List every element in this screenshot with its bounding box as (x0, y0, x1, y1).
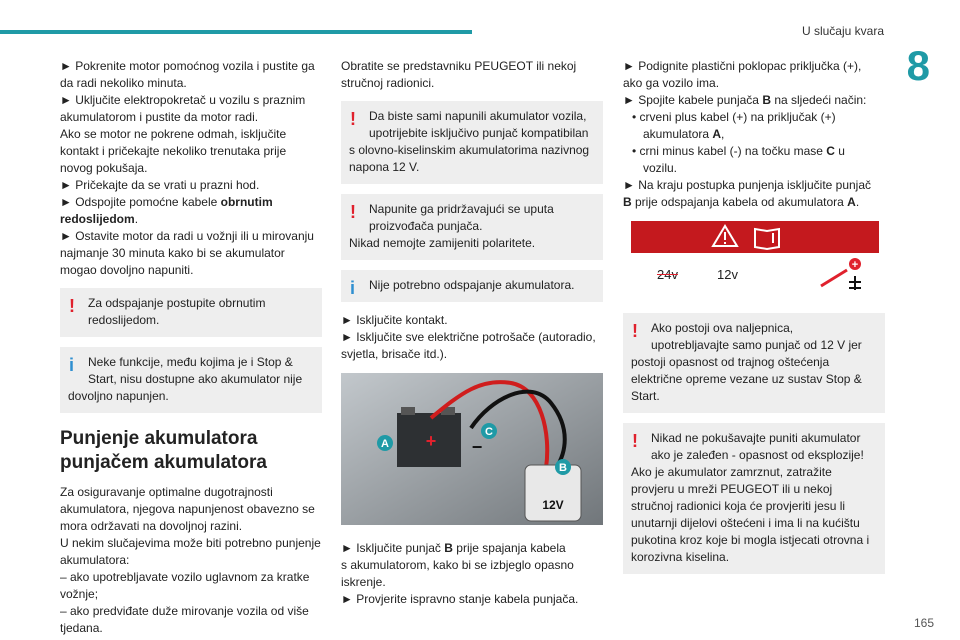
warning-icon: ! (632, 321, 638, 341)
svg-text:B: B (559, 462, 567, 474)
section-title: U slučaju kvara (801, 24, 884, 38)
charger-paragraph: ► Isključite punjač B prije spajanja kabela s akumulatorom, kako bi se izbjeglo opasno iskrenje. ► Provjerite ispravno stanje kabela punjača. (341, 541, 579, 606)
charger-voltage: 12V (542, 498, 564, 512)
section-heading: Punjenje akumulatora punjačem akumulatora (60, 428, 267, 473)
instructions-paragraph: ► Pokrenite motor pomoćnog vozila i pustite ga da radi nekoliko minuta. ► Uključite elektropokretač u vozilu s praznim akumulatorom i pustite da motor radi. Ako se motor ne pokrene odmah, isključite kontakt i pričekajte nekoliko trenutaka prije novog pokušaja. ► Pričekajte da se vrati u prazni hod. ► Odspojite pomoćne kabele obrnutim redoslijedom. ► Ostavite motor da radi u vožnji ili u mirovanju najmanje 30 minuta kako bi se akumulator mogao dovoljno napuniti. (60, 59, 315, 277)
warning-note: ! Da biste sami napunili akumulator vozila, upotrijebite isključivo punjač kompatibilan s olovno-kiselinskim akumulatorima nazivnog napona 12 V. (341, 101, 603, 184)
warning-note: ! Napunite ga pridržavajući se uputa proizvođača punjača. Nikad nemojte zamijeniti polaritete. (341, 194, 603, 260)
header-accent-bar (0, 30, 472, 34)
svg-text:A: A (381, 438, 389, 450)
warning-note: ! Za odspajanje postupite obrnutim redoslijedom. (60, 288, 322, 337)
charging-paragraph: Za osiguravanje optimalne dugotrajnosti akumulatora, njegova napunjenost obavezno se mora održavati na dovoljnoj razini. U nekim slučajevima može biti potrebno punjenje akumulatora: – ako upotrebljavate vozilo uglavnom za kratke vožnje; – ako predviđate duže mirovanje vozila od više tjedana. (60, 485, 321, 635)
info-icon: i (69, 355, 75, 375)
column-1 (60, 58, 322, 637)
label-24v: 24v (657, 267, 678, 282)
warning-icon: ! (69, 296, 75, 316)
warning-note: ! Nikad ne pokušavajte puniti akumulator ako je zaleđen - opasnost od eksplozije! Ako je akumulator zamrznut, zatražite provjeru u mreži PEUGEOT ili u nekoj stručnoj radionici koja će provjeriti jesu li unutarnji dijelovi oštećeni i ima li na kućištu pukotina kroz koje bi mogla istjecati otrovna i korozivna kiselina. (623, 423, 885, 574)
manual-book-icon (755, 229, 779, 249)
page-number: 165 (913, 616, 934, 630)
column-2 (341, 58, 603, 608)
chapter-number: 8 (906, 42, 930, 89)
warning-icon: ! (350, 202, 356, 222)
warning-icon: ! (350, 109, 356, 129)
warning-note: ! Ako postoji ova naljepnica, upotrebljavajte samo punjač od 12 V jer postoji opasnost od trajnog oštećenja električne opreme vezane uz sustav Stop & Start. (623, 313, 885, 413)
label-12v: 12v (717, 267, 738, 282)
stop-start-label (631, 221, 879, 295)
contact-paragraph: Obratite se predstavniku PEUGEOT ili nekoj stručnoj radionici. (341, 59, 577, 90)
switch-off-paragraph: ► Isključite kontakt. ► Isključite sve električne potrošače (autoradio, svjetla, brisače itd.). (341, 313, 596, 361)
battery-charger-b (525, 465, 581, 521)
info-icon: i (350, 278, 356, 298)
plus-sign: + (425, 431, 437, 451)
info-note: i Nije potrebno odspajanje akumulatora. (341, 270, 603, 302)
column-3 (623, 58, 885, 584)
svg-text:+: + (851, 259, 859, 271)
connect-paragraph: ► Podignite plastični poklopac priključka (+), ako ga vozilo ima. ► Spojite kabele punjača B na sljedeći način: • crveni plus kabel (+) na priključak (+) akumulatora A, • crni minus kabel (-) na točku mase C u vozilu. ► Na kraju postupka punjenja isključite punjač B prije odspajanja kabela od akumulatora A. (623, 59, 872, 209)
label-header (631, 221, 879, 253)
minus-sign: − (471, 437, 483, 457)
battery-charger-illustration (341, 373, 603, 525)
svg-text:C: C (485, 426, 493, 438)
charger-clamp-icon (819, 256, 869, 292)
warning-icon: ! (632, 431, 638, 451)
info-note: i Neke funkcije, među kojima je i Stop & Start, nisu dostupne ako akumulator nije dovoljno napunjen. (60, 347, 322, 413)
